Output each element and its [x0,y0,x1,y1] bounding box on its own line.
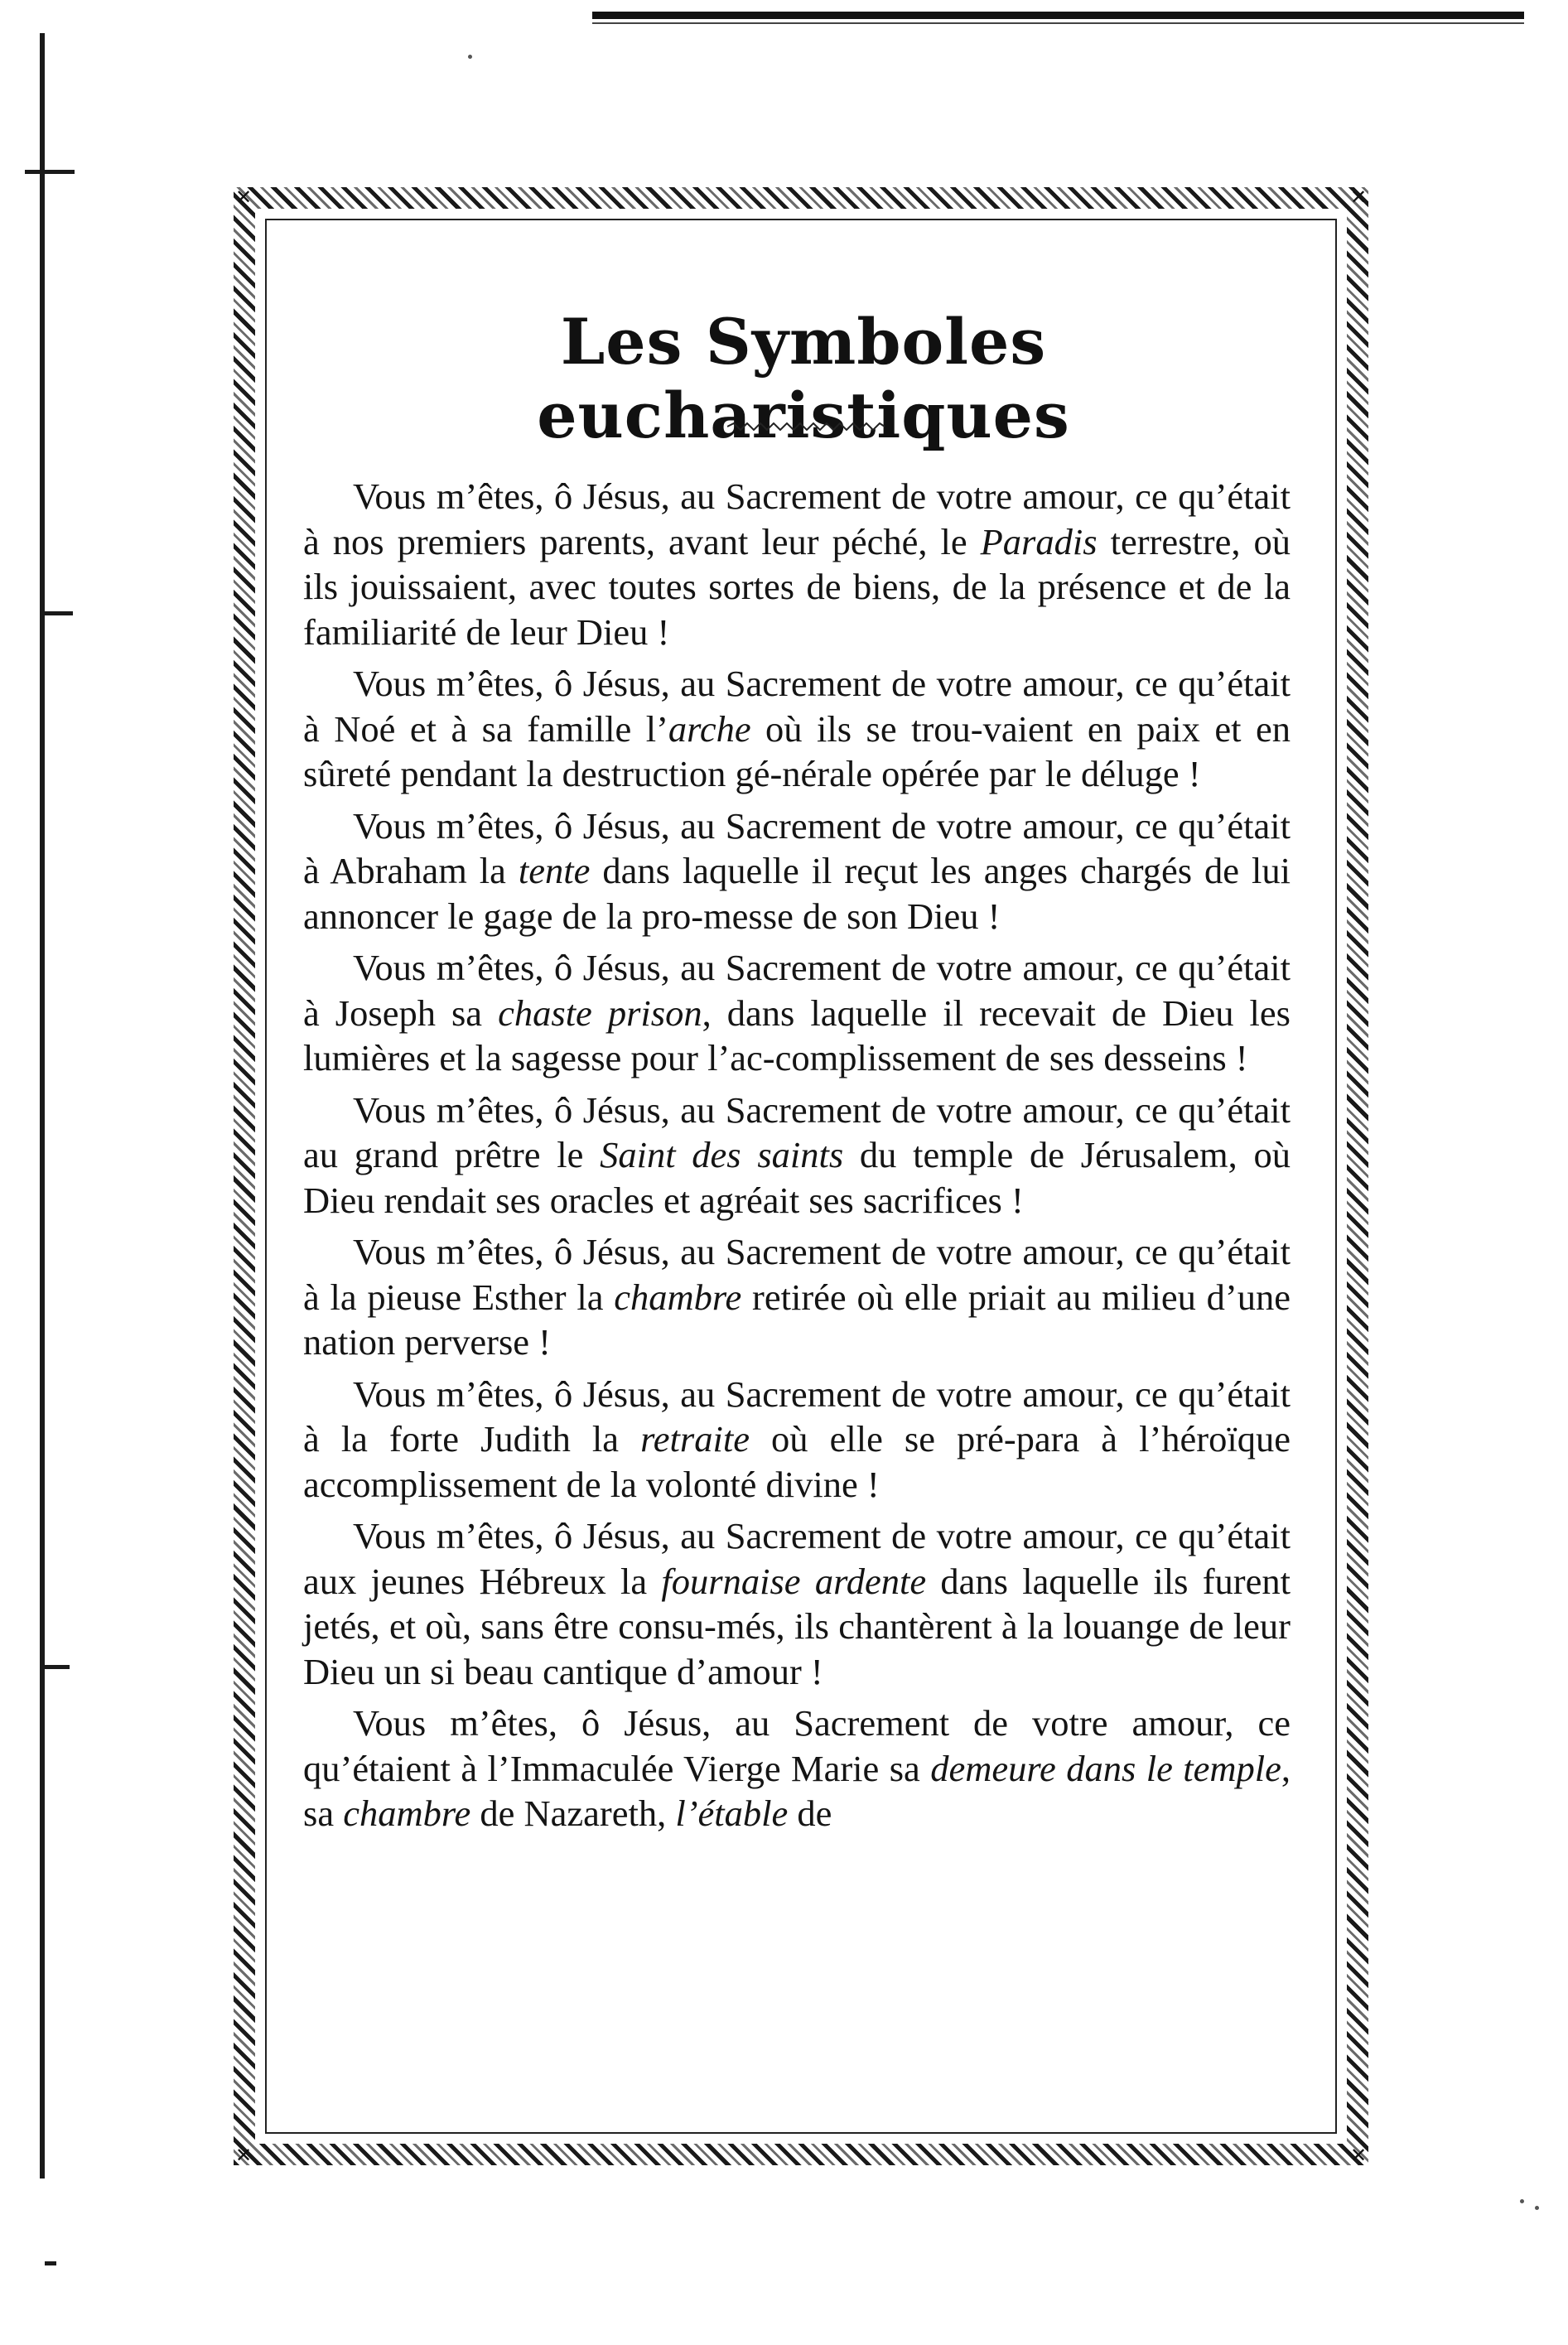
text-run: Vous m’êtes, ô Jésus, au Sacrement de votre amour, ce qu’était à Abraham la [303,804,1291,891]
margin-tick [45,2261,56,2265]
italic-phrase: Paradis [980,520,1098,562]
text-run: , dans laquelle il recevait de Dieu les lumières et la sagesse pour l’ac-complissement de ses desseins ! [303,992,1291,1078]
text-run: où elle se pré-para à l’héroïque accomplissement de la volonté divine ! [303,1418,1291,1505]
italic-phrase: l’étable [675,1793,789,1834]
scan-speck [468,55,472,59]
italic-phrase: chambre [343,1793,471,1834]
text-run: où ils se trou-vaient en paix et en sûreté pendant la destruction gé-nérale opérée par le déluge ! [303,707,1291,794]
italic-phrase: chaste prison [498,992,702,1034]
margin-tick [25,170,75,174]
text-run: terrestre, où ils jouissaient, avec toutes sortes de biens, de la présence et de la familiarité de leur Dieu ! [303,520,1291,653]
text-run: retirée où elle priait au milieu d’une nation perverse ! [303,1276,1291,1363]
paragraph [303,803,1291,939]
margin-tick [45,1665,70,1669]
paragraph [303,945,1291,1081]
italic-phrase: tente [518,850,591,891]
text-run: dans laquelle il reçut les anges chargés de lui annoncer le gage de la pro-messe de son Dieu ! [303,850,1291,937]
title-underline-ornament [727,422,885,431]
page-title: Les Symboles eucharistiques [537,305,1070,452]
paragraph [303,1372,1291,1508]
text-run: de [788,1793,832,1834]
italic-phrase: Saint des saints [600,1134,844,1175]
text-run: Vous m’êtes, ô Jésus, au Sacrement de votre amour, ce qu’était à la pieuse Esther la [303,1231,1291,1318]
top-rule-thin [592,22,1524,24]
italic-phrase: arche [668,707,751,750]
text-run: , sa [303,1747,1291,1834]
top-rule [592,12,1524,19]
paragraph [303,1701,1291,1836]
text-run: du temple de Jérusalem, où Dieu rendait ses oracles et agréait ses sacrifices ! [303,1134,1291,1221]
italic-phrase: demeure dans le temple [930,1747,1281,1789]
corner-ornament-icon: ✕ [1349,2144,1368,2167]
margin-line [40,33,45,2179]
text-run: Vous m’êtes, ô Jésus, au Sacrement de votre amour, ce qu’était aux jeunes Hébreux la [303,1515,1291,1602]
scan-speck [1535,2206,1539,2210]
text-run: Vous m’êtes, ô Jésus, au Sacrement de votre amour, ce qu’était à la forte Judith la [303,1373,1291,1460]
italic-phrase: chambre [614,1276,742,1318]
paragraph [303,661,1291,797]
corner-ornament-icon: ✕ [234,186,253,209]
corner-ornament-icon: ✕ [1349,186,1368,209]
text-run: Vous m’êtes, ô Jésus, au Sacrement de votre amour, ce qu’était à Joseph sa [303,947,1291,1034]
body-text [303,474,1291,1843]
paragraph [303,1513,1291,1694]
corner-ornament-icon: ✕ [234,2144,253,2167]
text-run: Vous m’êtes, ô Jésus, au Sacrement de votre amour, ce qu’étaient à l’Immaculée Vierge Marie sa [303,1702,1291,1789]
italic-phrase: fournaise ardente [661,1560,927,1602]
text-run: Vous m’êtes, ô Jésus, au Sacrement de votre amour, ce qu’était à nos premiers parents, avant leur péché, le [303,475,1291,562]
paragraph [303,474,1291,654]
paragraph [303,1229,1291,1365]
paragraph [303,1088,1291,1223]
text-run: de Nazareth, [470,1793,676,1834]
text-run: Vous m’êtes, ô Jésus, au Sacrement de votre amour, ce qu’était à Noé et à sa famille l’ [303,663,1291,750]
text-run: Vous m’êtes, ô Jésus, au Sacrement de votre amour, ce qu’était au grand prêtre le [303,1088,1291,1175]
margin-tick [45,611,73,615]
scan-speck [1520,2199,1524,2203]
text-run: dans laquelle ils furent jetés, et où, sans être consu-més, ils chantèrent à la louange de leur Dieu un si beau cantique d’amour ! [303,1560,1291,1692]
italic-phrase: retraite [640,1418,750,1460]
